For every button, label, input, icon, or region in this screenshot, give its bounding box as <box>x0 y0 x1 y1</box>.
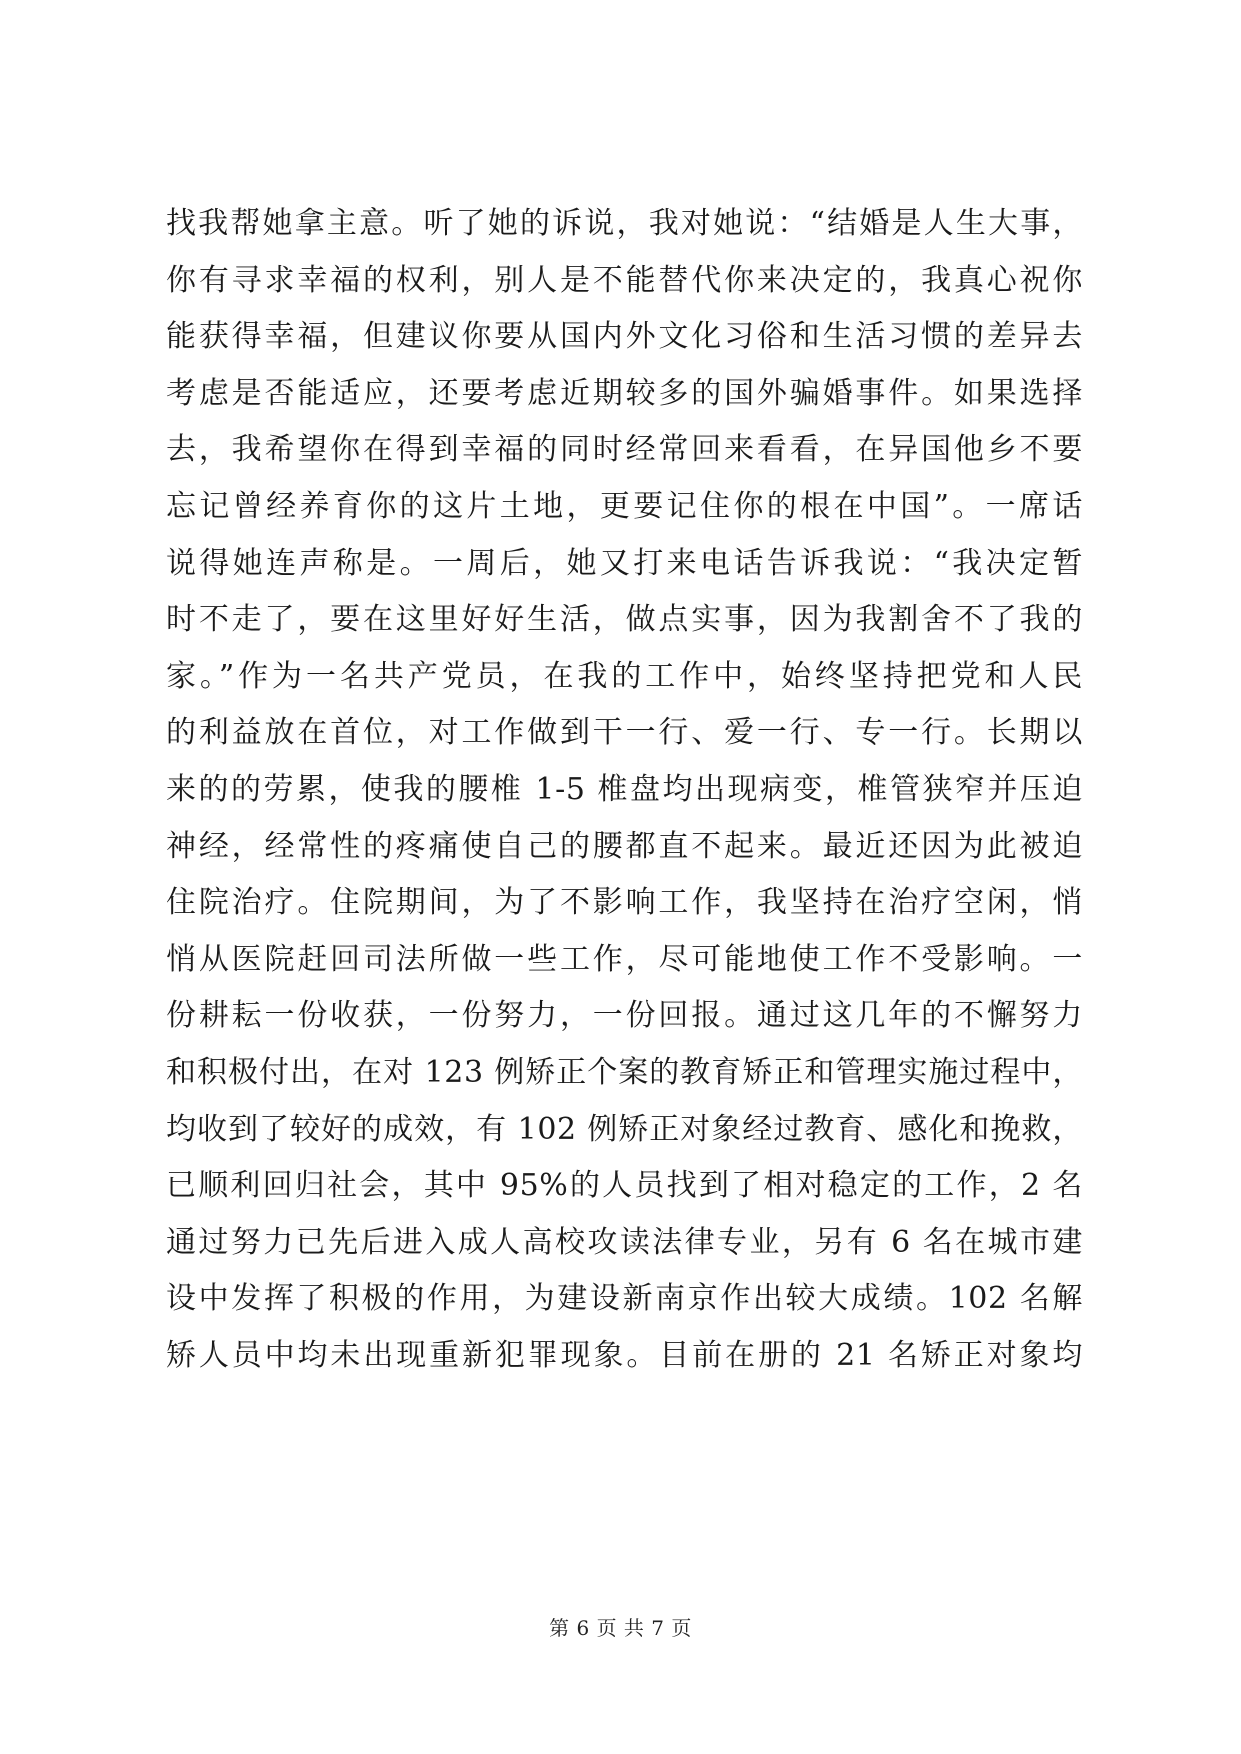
text-line: 考虑是否能适应，还要考虑近期较多的国外骗婚事件。如果选择 <box>166 375 1083 411</box>
text-line: 份耕耘一份收获，一份努力，一份回报。通过这几年的不懈努力 <box>166 998 1083 1034</box>
text-line: 你有寻求幸福的权利，别人是不能替代你来决定的，我真心祝你 <box>166 262 1083 298</box>
text-line: 和积极付出，在对 123 例矫正个案的教育矫正和管理实施过程中， <box>166 1054 1083 1090</box>
text-line: 住院治疗。住院期间，为了不影响工作，我坚持在治疗空闲，悄 <box>166 885 1083 921</box>
text-line: 设中发挥了积极的作用，为建设新南京作出较大成绩。102 名解 <box>166 1281 1083 1317</box>
text-line: 矫人员中均未出现重新犯罪现象。目前在册的 21 名矫正对象均 <box>166 1337 1083 1373</box>
text-line: 悄从医院赶回司法所做一些工作，尽可能地使工作不受影响。一 <box>166 941 1083 977</box>
text-line: 神经，经常性的疼痛使自己的腰都直不起来。最近还因为此被迫 <box>166 828 1083 864</box>
text-line: 均收到了较好的成效，有 102 例矫正对象经过教育、感化和挽救， <box>166 1111 1083 1147</box>
text-line: 已顺利回归社会，其中 95%的人员找到了相对稳定的工作，2 名 <box>166 1168 1083 1204</box>
text-line: 说得她连声称是。一周后，她又打来电话告诉我说：“我决定暂 <box>166 545 1083 581</box>
text-line: 通过努力已先后进入成人高校攻读法律专业，另有 6 名在城市建 <box>166 1224 1083 1260</box>
text-line: 来的的劳累，使我的腰椎 1-5 椎盘均出现病变，椎管狭窄并压迫 <box>166 771 1083 807</box>
text-line: 的利益放在首位，对工作做到干一行、爱一行、专一行。长期以 <box>166 715 1083 751</box>
text-line: 时不走了，要在这里好好生活，做点实事，因为我割舍不了我的 <box>166 602 1083 638</box>
page-number-footer: 第 6 页 共 7 页 <box>549 1616 692 1640</box>
text-line: 家。”作为一名共产党员，在我的工作中，始终坚持把党和人民 <box>166 658 1083 694</box>
text-line: 能获得幸福，但建议你要从国内外文化习俗和生活习惯的差异去 <box>166 319 1083 355</box>
text-line: 忘记曾经养育你的这片土地，更要记住你的根在中国”。一席话 <box>166 488 1083 524</box>
text-line: 找我帮她拿主意。听了她的诉说，我对她说：“结婚是人生大事， <box>166 206 1083 241</box>
body-text <box>166 196 1083 1384</box>
text-line: 去，我希望你在得到幸福的同时经常回来看看，在异国他乡不要 <box>166 432 1083 468</box>
